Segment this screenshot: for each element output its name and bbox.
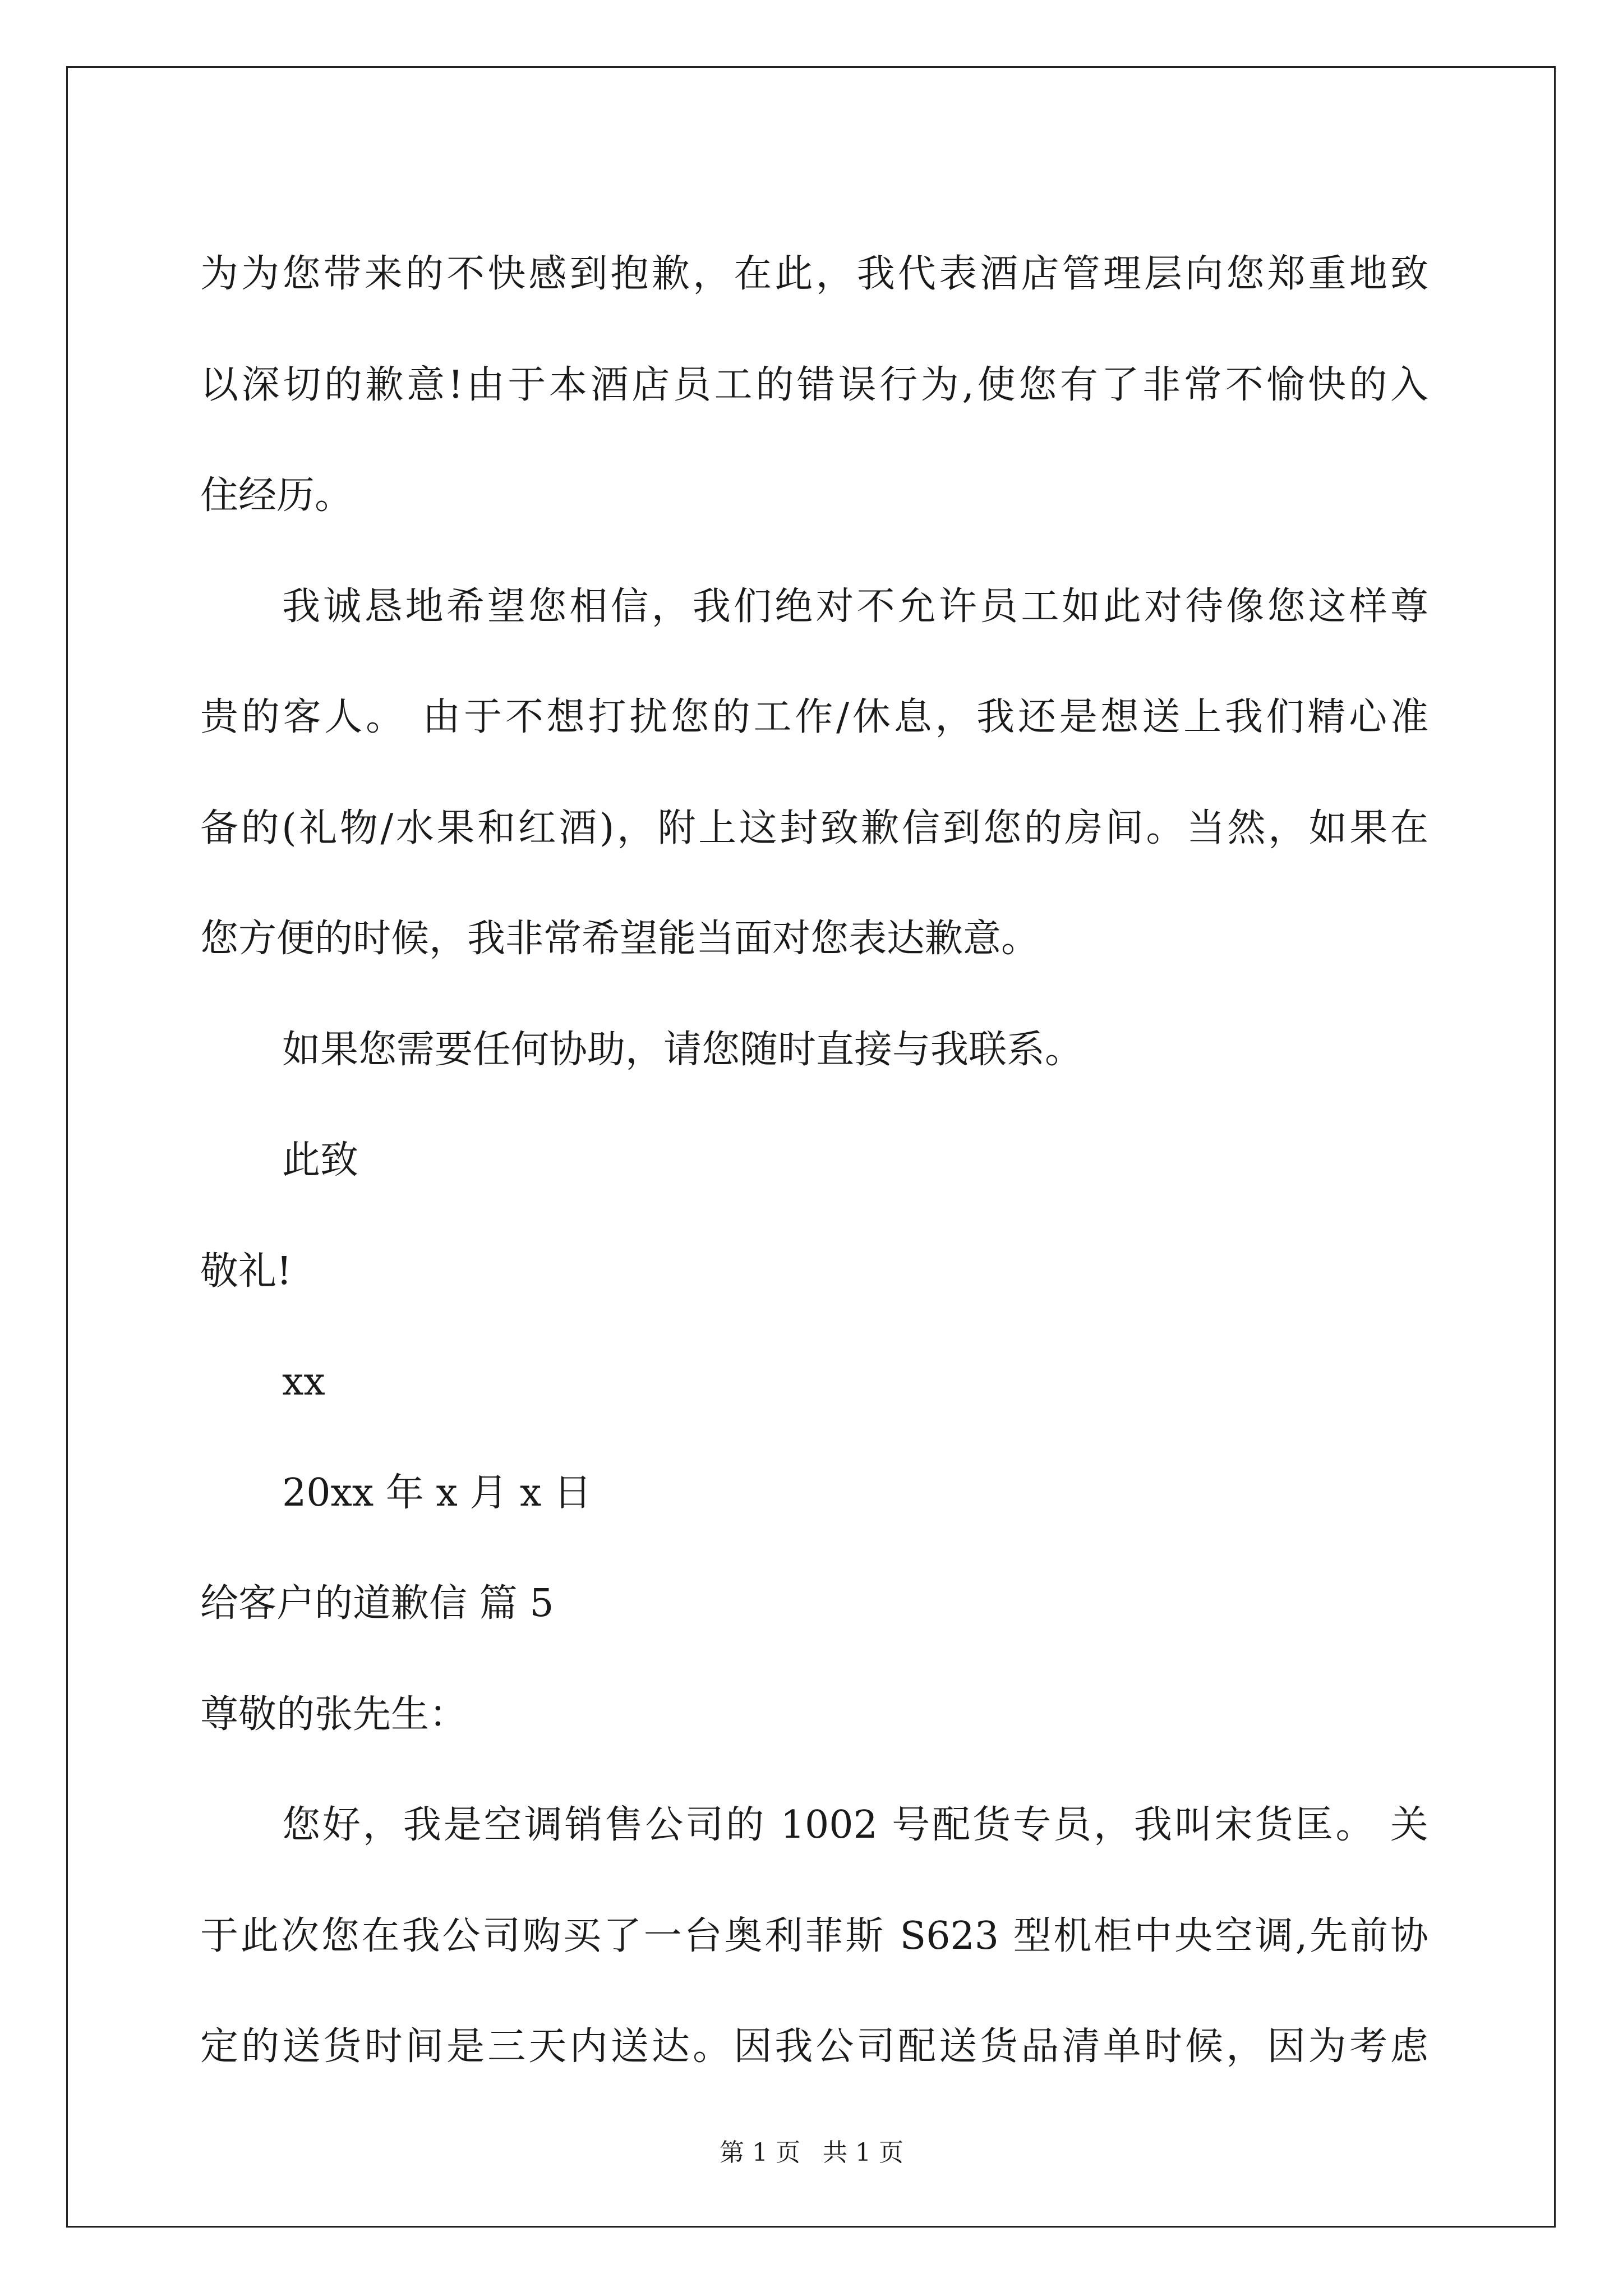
document-body — [200, 219, 1428, 2102]
signature-date: 20xx 年 x 月 x 日 — [282, 1470, 592, 1515]
text-line: 为为您带来的不快感到抱歉，在此，我代表酒店管理层向您郑重地致 — [200, 252, 1428, 296]
text-line: 以深切的歉意!由于本酒店员工的错误行为,使您有了非常不愉快的入 — [200, 362, 1428, 407]
text-line: 如果您需要任何协助，请您随时直接与我联系。 — [282, 1027, 1083, 1072]
closing-regards: 敬礼! — [200, 1249, 292, 1294]
text-line: 您好，我是空调销售公司的 1002 号配货专员，我叫宋货匡。 关 — [282, 1803, 1428, 1847]
text-line: 您方便的时候，我非常希望能当面对您表达歉意。 — [200, 917, 1040, 961]
page-total: 共 1 页 — [823, 2138, 903, 2167]
signature-name: xx — [282, 1360, 325, 1404]
section-heading: 给客户的道歉信 篇 5 — [200, 1581, 554, 1626]
page-number: 第 1 页 — [720, 2138, 800, 2167]
text-line: 备的(礼物/水果和红酒)，附上这封致歉信到您的房间。当然，如果在 — [200, 806, 1428, 850]
text-line: 住经历。 — [200, 473, 353, 518]
page-footer — [0, 2136, 1623, 2170]
text-line: 定的送货时间是三天内送达。因我公司配送货品清单时候，因为考虑 — [200, 2024, 1428, 2069]
letter-greeting: 尊敬的张先生： — [200, 1692, 468, 1737]
text-line: 于此次您在我公司购买了一台奥利菲斯 S623 型机柜中央空调,先前协 — [200, 1913, 1428, 1958]
closing-salutation: 此致 — [282, 1138, 359, 1182]
text-line: 我诚恳地希望您相信，我们绝对不允许员工如此对待像您这样尊 — [282, 584, 1428, 629]
text-line: 贵的客人。 由于不想打扰您的工作/休息，我还是想送上我们精心准 — [200, 695, 1428, 739]
